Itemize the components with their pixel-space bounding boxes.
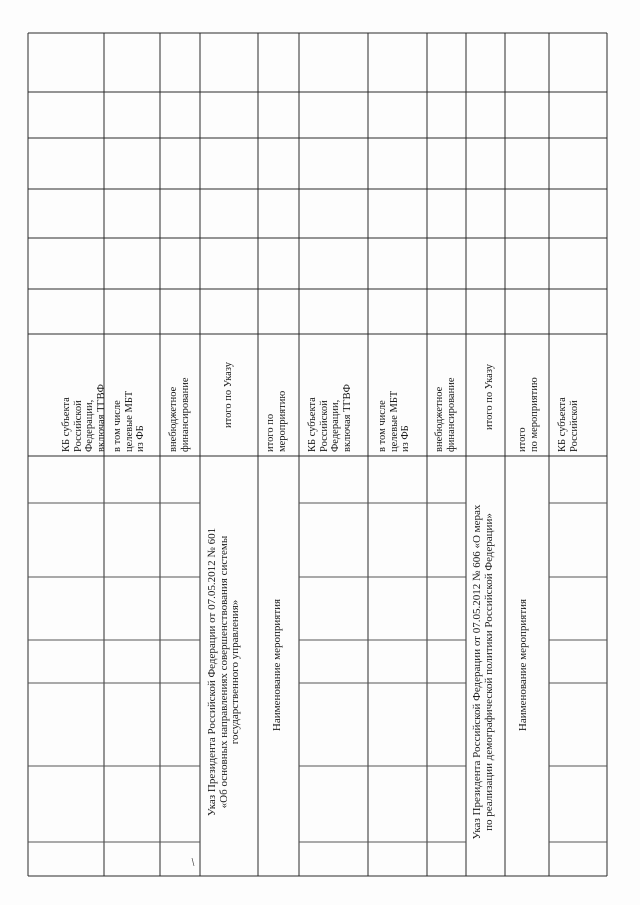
row-label-extrabudgetary: внебюджетное финансирование xyxy=(168,377,191,452)
row-label-total-activity: итого по мероприятию xyxy=(517,377,540,452)
row-label-kb-subject: КБ субъекта Российской Федерации, включая ТГВФ xyxy=(307,384,353,452)
row-label-target-mbt: в том числе целевые МБТ из ФБ xyxy=(112,390,146,452)
row-label-target-mbt: в том числе целевые МБТ из ФБ xyxy=(377,390,411,452)
row-label-kb-subject: КБ субъекта Российской xyxy=(557,397,580,452)
row-label-total-decree: итого по Указу xyxy=(484,363,495,430)
decree-601-title: Указ Президента Российской Федерации от 07.05.2012 № 601 «Об основных направлениях совершенствования системы государственного управления» xyxy=(206,527,241,817)
decree-606-activity-label: Наименование мероприятия xyxy=(517,598,529,732)
row-label-extrabudgetary: внебюджетное финансирование xyxy=(434,377,457,452)
row-label-kb-subject: КБ субъекта Российской Федерации, включая ТГВФ xyxy=(61,384,107,452)
decree-606-title: Указ Президента Российской Федерации от 07.05.2012 № 606 «О мерах по реализации демографической политики Российской Федерации» xyxy=(471,504,495,840)
row-label-total-activity: итого по мероприятию xyxy=(265,390,288,452)
row-label-total-decree: итого по Указу xyxy=(223,361,234,428)
decree-601-activity-label: Наименование мероприятия xyxy=(271,598,283,732)
